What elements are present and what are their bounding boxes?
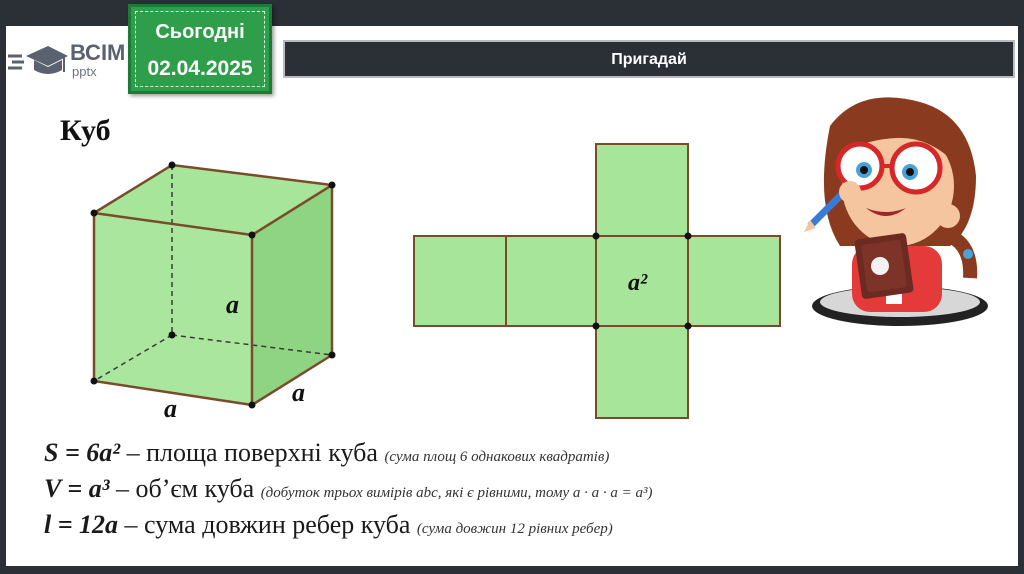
formula-volume [44,474,653,504]
cube-net-drawing [408,138,788,428]
formula-volume-desc: – об’єм куба [109,474,261,503]
vsim-logo [6,38,124,86]
cube-front-label: a [164,394,177,423]
girl-with-book-illustration [800,96,990,326]
logo-brand: ВСІМ [70,40,126,65]
header-bar [283,40,1015,78]
net-square-left [414,236,506,326]
formula-surface-area [44,438,609,468]
net-square-right [688,236,780,326]
date-badge [128,4,272,94]
formula-volume-note: (добуток трьох вимірів abc, які є рівними, тому a · a · a = a³) [260,485,653,501]
formula-surface-main: S = 6a² [44,438,121,467]
formula-edge-sum [44,510,613,540]
page-title: Пригадай [611,51,687,68]
formula-edge-main: l = 12a [44,510,119,539]
formula-edge-desc: – сума довжин ребер куба [118,510,417,539]
cube-side-label: a [292,378,305,407]
cube-height-label: a [226,290,239,319]
cube-drawing [80,155,340,425]
formula-edge-note: (сума довжин 12 рівних ребер) [416,521,613,537]
today-label: Сьогодні [155,21,245,43]
net-square-left-center [506,236,596,326]
net-area-label: a² [628,270,648,296]
graduation-cap-icon [6,42,68,82]
content-title: Куб [60,114,111,147]
net-square-bottom [596,326,688,418]
formula-surface-desc: – площа поверхні куба [120,438,385,467]
formula-surface-note: (сума площ 6 однакових квадратів) [384,449,610,465]
net-square-top [596,144,688,236]
current-date: 02.04.2025 [147,57,253,80]
logo-sub: pptx [72,64,97,79]
formula-volume-main: V = a³ [44,474,110,503]
